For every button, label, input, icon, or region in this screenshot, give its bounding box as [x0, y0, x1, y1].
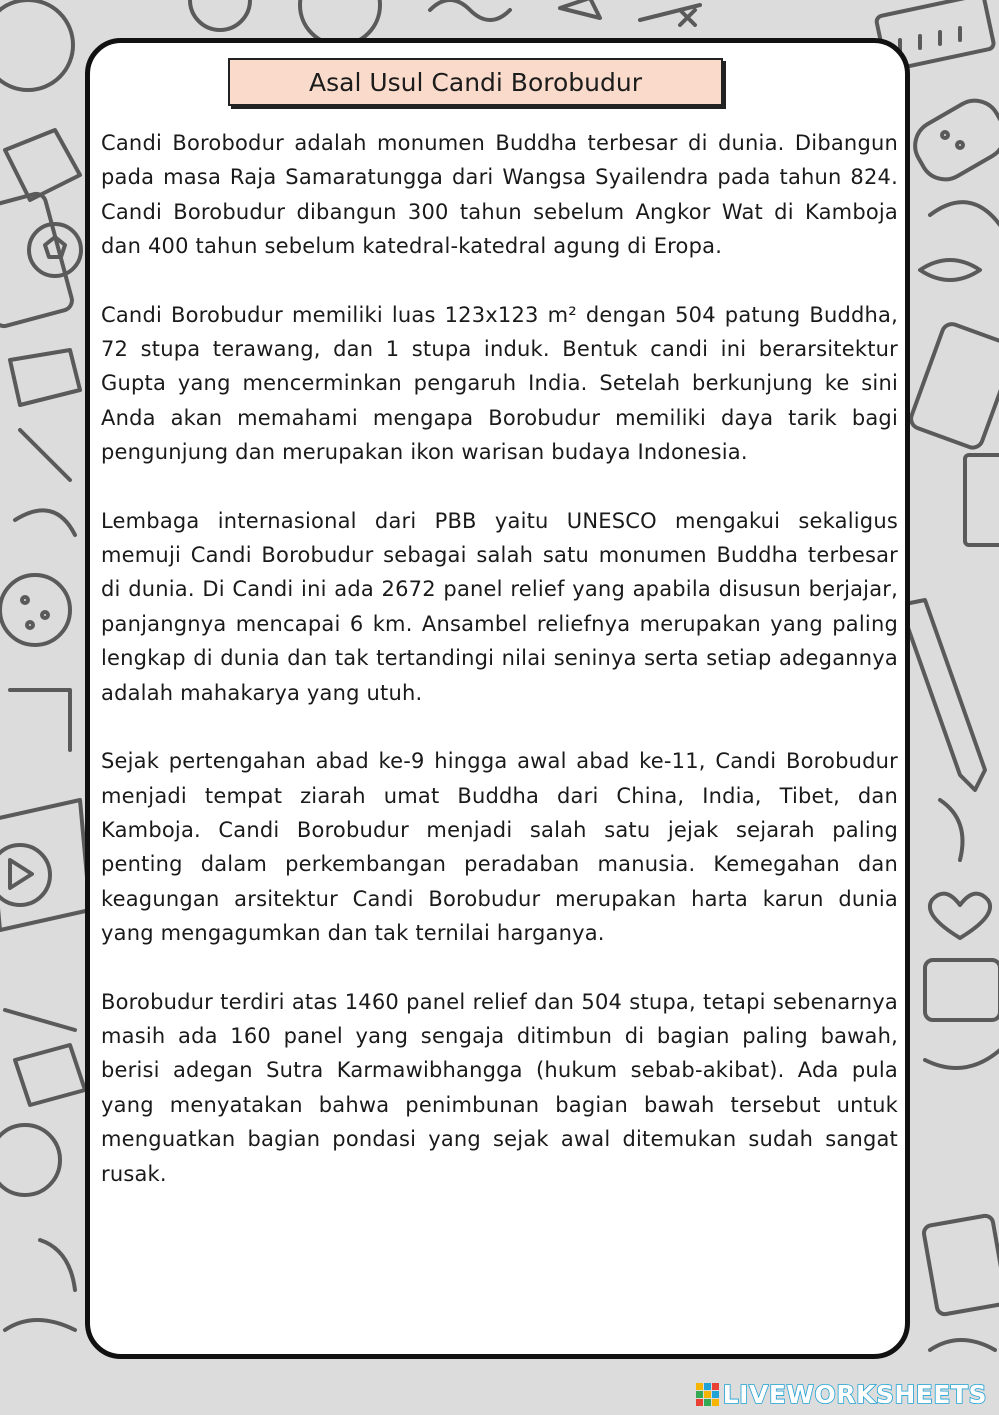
paragraph-5: Borobudur terdiri atas 1460 panel relief dan 504 stupa, tetapi sebenarnya masih ada 160 panel yang sengaja ditimbun di bagian paling bawah, berisi adegan Sutra Karmawibhangga (hukum sebab-akibat). Ada pula yang menyatakan bahwa penimbunan bagian bawah tersebut untuk menguatkan bagian pondasi yang sejak awal ditemukan sudah sangat rusak.	[101, 989, 898, 1186]
paragraph-1: Candi Borobodur adalah monumen Buddha terbesar di dunia. Dibangun pada masa Raja Samaratungga dari Wangsa Syailendra pada tahun 824. Candi Borobudur dibangun 300 tahun sebelum Angkor Wat di Kamboja dan 400 tahun sebelum katedral-katedral agung di Eropa.	[101, 131, 898, 259]
doodle-circle	[0, 0, 73, 90]
doodle-bandage	[906, 92, 999, 189]
title-box	[228, 58, 723, 106]
watermark-text: LIVEWORKSHEETS	[722, 1379, 987, 1409]
paragraph-2: Candi Borobudur memiliki luas 123x123 m² dengan 504 patung Buddha, 72 stupa terawang, dan 1 stupa induk. Bentuk candi ini berarsitektur Gupta yang mencerminkan pengaruh India. Setelah berkunjung ke sini Anda akan memahami mengapa Borobudur memiliki daya tarik bagi pengunjung dan merupakan ikon warisan budaya Indonesia.	[101, 302, 898, 465]
doodle-heart	[930, 894, 990, 938]
doodle-pencil-box	[908, 321, 999, 450]
doodle-dots	[0, 575, 70, 645]
paragraph-3: Lembaga internasional dari PBB yaitu UNESCO mengakui sekaligus memuji Candi Borobudur sebagai salah satu monumen Buddha terbesar di dunia. Di Candi ini ada 2672 panel relief yang apabila disusun berjajar, panjangnya mencapai 6 km. Ansambel reliefnya merupakan yang paling lengkap di dunia dan tak tertandingi nilai seninya serta setiap adegannya adalah mahakarya yang utuh.	[101, 508, 898, 705]
page-title: Asal Usul Candi Borobudur	[309, 67, 642, 97]
doodle-tablet	[0, 192, 74, 329]
doodle-play-screen	[0, 800, 90, 930]
liveworksheets-logo-icon	[696, 1383, 719, 1406]
doodle-candy	[920, 260, 980, 280]
paragraph-4: Sejak pertengahan abad ke-9 hingga awal abad ke-11, Candi Borobudur menjadi tempat ziarah umat Buddha dari China, India, Tibet, dan Kamboja. Candi Borobudur menjadi salah satu jejak sejarah paling penting dalam perkembangan peradaban manusia. Kemegahan dan keagungan arsitektur Candi Borobudur merupakan harta karun dunia yang mengagumkan dan tak ternilai harganya.	[101, 749, 898, 946]
liveworksheets-watermark	[696, 1379, 987, 1409]
article-body	[101, 126, 898, 1225]
doodle-pencil	[900, 600, 985, 790]
